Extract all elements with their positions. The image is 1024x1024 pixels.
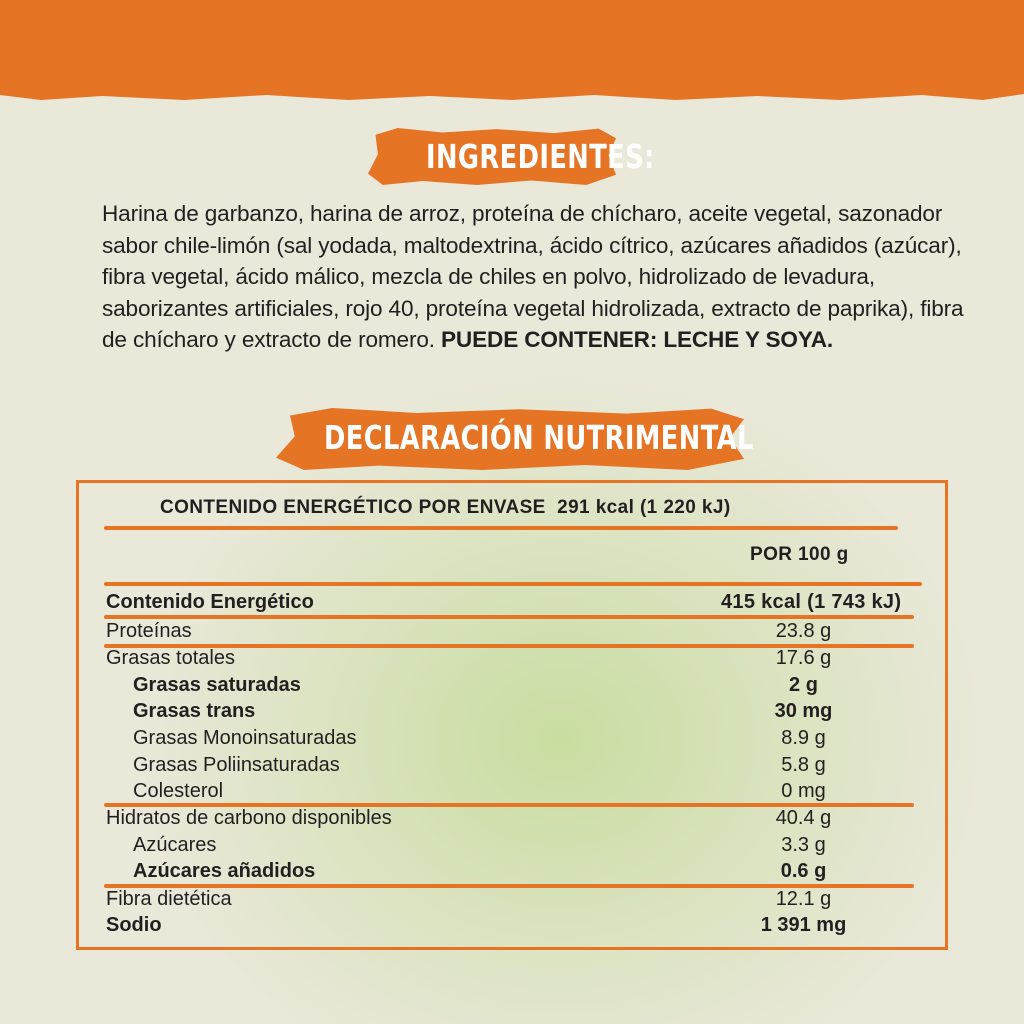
ingredients-title: INGREDIENTES: [426,137,655,176]
row-value: 0.6 g [780,860,827,882]
row-fiber [106,886,906,913]
row-monounsaturated-fat [106,725,906,752]
row-value: 415 kcal (1 743 kJ) [721,591,902,613]
row-sugars [106,832,906,859]
row-label: Azúcares añadidos [133,860,316,882]
row-polyunsaturated-fat [106,752,906,779]
row-cholesterol [106,778,906,805]
row-value: 12.1 g [775,888,832,910]
top-orange-band [0,0,1024,100]
row-value: 2 g [789,674,818,696]
per-100g-header: POR 100 g [750,544,849,565]
row-carbohydrates [106,805,906,832]
row-energy [106,589,906,616]
row-total-fat [106,645,906,672]
divider-top [104,526,898,530]
row-label: Grasas saturadas [133,674,301,696]
row-label: Grasas Poliinsaturadas [133,754,340,776]
row-saturated-fat [106,672,906,699]
energy-per-package: CONTENIDO ENERGÉTICO POR ENVASE 291 kcal (1 220 kJ) [160,497,731,518]
row-label: Grasas totales [106,647,235,669]
ingredients-list: Harina de garbanzo, harina de arroz, proteína de chícharo, aceite vegetal, sazonador sabor chile-limón (sal yodada, maltodextrina, ácido cítrico, azúcares añadidos (azúcar), fibra vegetal, ácido málico, mezcla de chiles en polvo, hidrolizado de levadura, saborizantes artificiales, rojo 40, proteína vegetal hidrolizada, extracto de paprika), fibra de chícharo y extracto de romero. [102,201,964,352]
row-label: Hidratos de carbono disponibles [106,807,392,829]
row-label: Fibra dietética [106,888,232,910]
nutrition-title: DECLARACIÓN NUTRIMENTAL [324,418,754,457]
row-value: 1 391 mg [760,914,847,936]
row-label: Azúcares [133,834,217,856]
row-value: 17.6 g [775,647,832,669]
row-added-sugars [106,858,906,885]
row-label: Grasas Monoinsaturadas [133,727,357,749]
row-trans-fat [106,698,906,725]
row-sodium [106,912,906,939]
divider-header [104,582,922,586]
allergen-warning: PUEDE CONTENER: LECHE Y SOYA. [441,327,833,352]
row-label: Sodio [106,914,162,936]
ingredients-text-block [102,198,982,356]
row-label: Colesterol [133,780,224,802]
row-proteins [106,618,906,645]
row-value: 30 mg [774,700,833,722]
row-value: 0 mg [781,780,826,802]
row-value: 8.9 g [781,727,826,749]
row-value: 40.4 g [775,807,832,829]
row-value: 5.8 g [781,754,826,776]
row-label: Grasas trans [133,700,256,722]
row-value: 3.3 g [781,834,826,856]
row-label: Proteínas [106,620,192,642]
row-value: 23.8 g [775,620,832,642]
row-label: Contenido Energético [106,591,314,613]
